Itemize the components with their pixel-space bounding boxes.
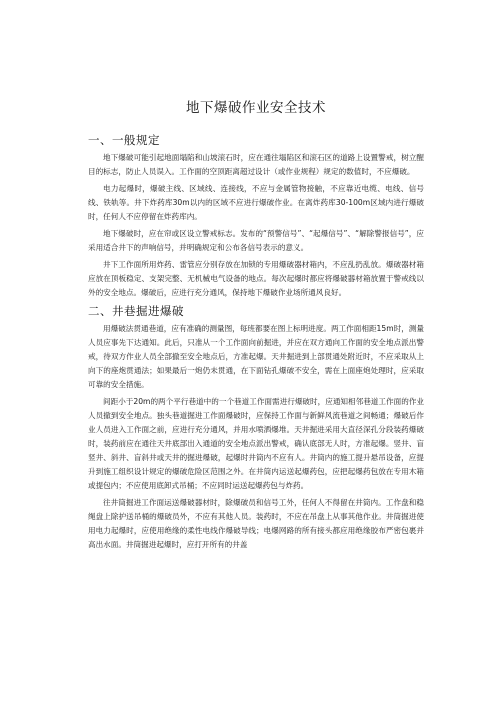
document-body [88,96,424,555]
section-general-rules [88,132,424,300]
paragraph: 地下爆破时，应在帘或区设立警戒标志。发布的“预警信号”、“起爆信号”、“解除警报信号”，应采用适合井下的声响信号，并明确规定和公布各信号表示的意义。 [88,229,424,252]
paragraph: 地下爆破可能引起地面塌陷和山坡滚石时，应在通往塌陷区和滚石区的道路上设置警戒，树立醒目的标志，防止人员误入。工作面的空顶距离超过设计（或作业规程）规定的数值时，不应爆破。 [88,153,424,176]
paragraph: 往井筒掘进工作面运送爆破器材时，除爆破员和信号工外，任何人不得留在井筒内。工作盘和稳绳盘上除护送吊桶的爆破员外，不应有其他人员。装药时，不应在吊盘上从事其他作业。井筒掘进使用电力起爆时，应使用绝缘的柔性电线作爆破导线；电爆网路的所有接头都应用绝缘胶布严密包裹并高出水面。井筒掘进起爆时，应打开所有的井盖 [88,498,424,549]
paragraph: 间距小于20m的两个平行巷道中的一个巷道工作面需进行爆破时，应通知相邻巷道工作面的作业人员撤到安全地点。独头巷道掘进工作面爆破时，应保持工作面与新鲜风流巷道之间畅通；爆破后作业人员进入工作面之前，应进行充分通风，并用水喷洒爆堆。天井掘进采用大直径深孔分段装药爆破时，装药前应在通往天井底部出入通道的安全地点派出警戒，确认底部无人时，方准起爆。竖井、盲竖井、斜井、盲斜井或天井的掘进爆破，起爆时井筒内不应有人。井筒内的施工提升悬吊设备，应提升到施工组织设计规定的爆破危险区范围之外。在井筒内运送起爆药包，应把起爆药包放在专用木箱或提包内；不应使用底卸式吊桶；不应同时运送起爆药包与炸药。 [88,397,424,490]
paragraph: 井下工作面所用炸药、雷管应分别存放在加锁的专用爆破器材箱内，不应乱扔乱放。爆破器材箱应放在顶板稳定、支架完整、无机械电气设备的地点。每次起爆时都应将爆破器材箱放置于警戒线以外的安全地点。爆破后，应进行充分通风，保持地下爆破作业场所通风良好。 [88,260,424,297]
section-tunnel-blasting [88,303,424,552]
document-title: 地下爆破作业安全技术 [186,100,326,116]
paragraph: 用爆破法贯通巷道，应有准确的测量图，每班都要在图上标明进度。两工作面相距15m时，测量人员应事先下达通知。此后，只准从一个工作面向前掘进，并应在双方通向工作面的安全地点派出警戒，待双方作业人员全部撤至安全地点后，方准起爆。天井掘进到上部贯通处附近时，不应采取从上向下的座炮贯通法；如果最后一炮仍未贯通，在下面钻孔爆破不安全，需在上面座炮处理时，应采取可靠的安全措施。 [88,324,424,389]
section-heading: 一、一般规定 [88,133,160,147]
section-heading: 二、井巷掘进爆破 [88,304,184,318]
paragraph: 电力起爆时，爆破主线、区域线、连接线，不应与金属管物接触，不应靠近电缆、电线、信号线、铁轨等。井下炸药库30m以内的区域不应进行爆破作业。在离炸药库30-100m区域内进行爆破时，任何人不应停留在炸药库内。 [88,184,424,221]
